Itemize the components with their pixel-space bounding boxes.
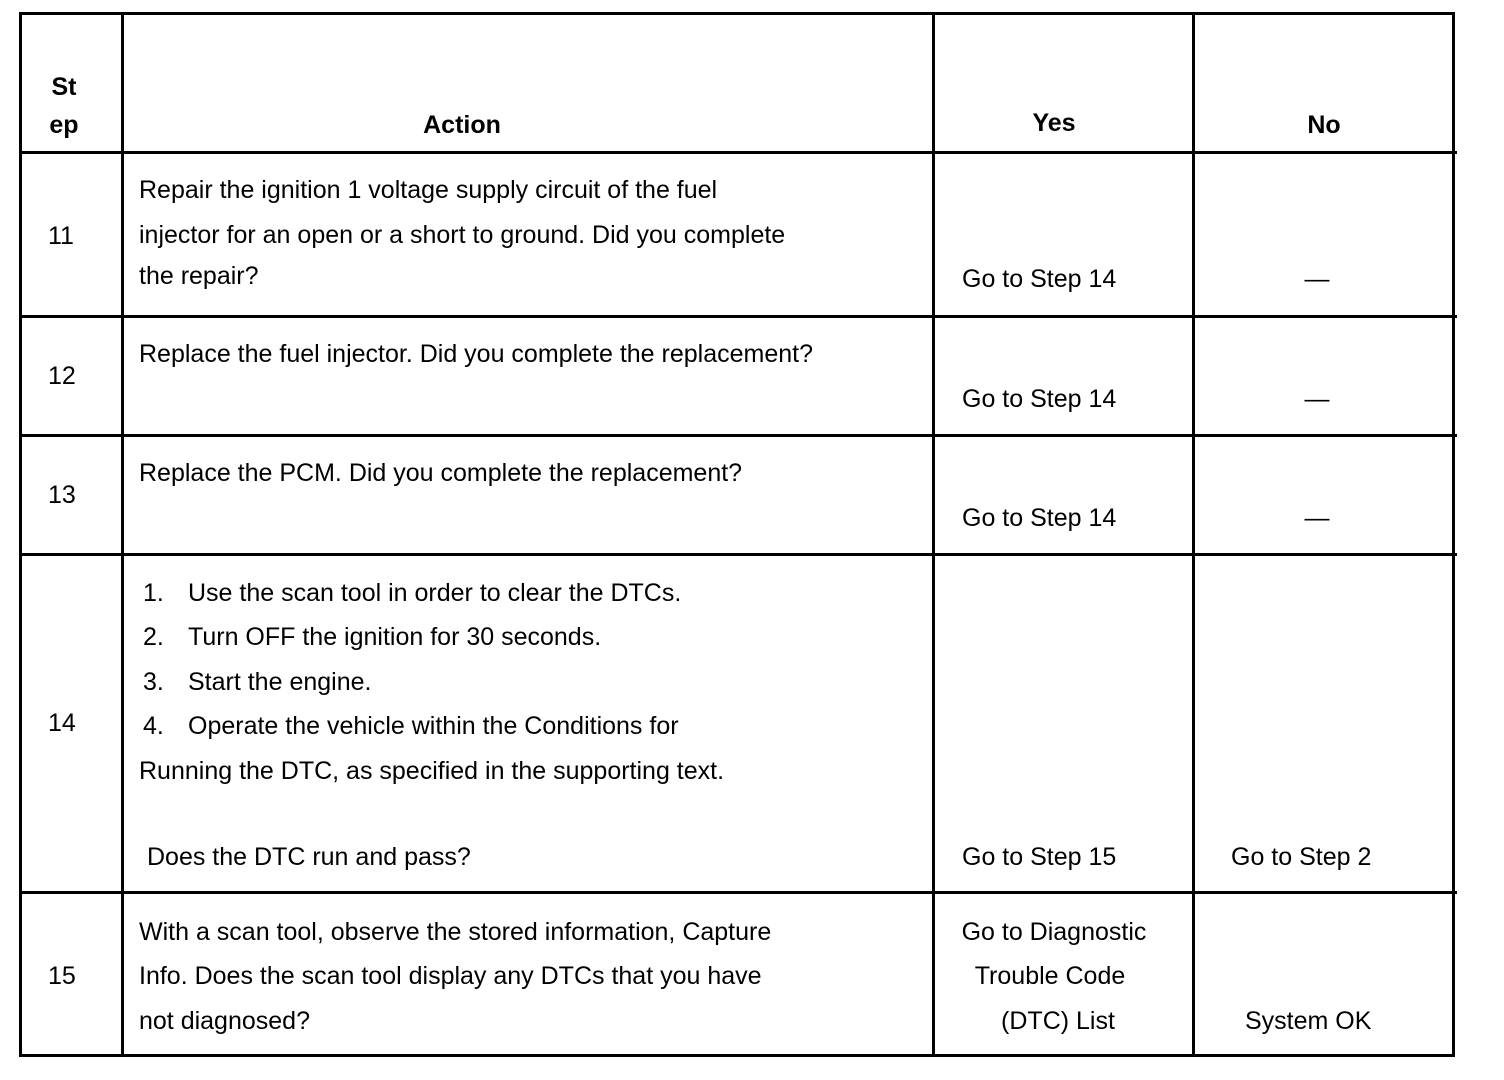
yes-result: Go to Step 15 [962, 843, 1117, 871]
header-action: Action [423, 111, 501, 139]
step-number: 11 [48, 222, 74, 250]
header-no: No [1307, 111, 1341, 139]
yes-result: Trouble Code [974, 962, 1126, 990]
no-result: Go to Step 2 [1231, 843, 1372, 871]
diagnostic-table [19, 12, 1455, 1057]
list-item: Operate the vehicle within the Conditions for [188, 712, 679, 740]
step-number: 13 [48, 481, 76, 509]
header-yes: Yes [1032, 109, 1076, 137]
action-text: Repair the ignition 1 voltage supply circuit of the fuel [139, 176, 718, 204]
header-step: St ep [49, 73, 79, 139]
list-number: 3. [143, 668, 164, 696]
action-text: not diagnosed? [139, 1007, 310, 1035]
yes-result: (DTC) List [1001, 1007, 1115, 1035]
yes-result: Go to Step 14 [962, 385, 1117, 413]
step-number: 12 [48, 362, 76, 390]
row-divider [19, 434, 1457, 437]
list-number: 2. [143, 623, 164, 651]
action-text: Info. Does the scan tool display any DTCs that you have [139, 962, 762, 990]
no-result: System OK [1245, 1007, 1372, 1035]
row-divider [19, 891, 1457, 894]
action-text: Replace the fuel injector. Did you complete the replacement? [139, 340, 813, 368]
yes-result: Go to Step 14 [962, 504, 1117, 532]
no-result: — [1304, 385, 1330, 413]
yes-result: Go to Diagnostic [961, 918, 1147, 946]
yes-result: Go to Step 14 [962, 265, 1117, 293]
no-result: — [1304, 504, 1330, 532]
step-number: 15 [48, 962, 76, 990]
row-divider [19, 151, 1457, 154]
column-divider [1192, 12, 1195, 1057]
action-text: the repair? [139, 262, 259, 290]
action-question: Does the DTC run and pass? [147, 843, 471, 871]
list-item: Use the scan tool in order to clear the DTCs. [188, 579, 682, 607]
row-divider [19, 553, 1457, 556]
list-item: Start the engine. [188, 668, 372, 696]
row-divider [19, 315, 1457, 318]
action-text: With a scan tool, observe the stored information, Capture [139, 918, 772, 946]
column-divider [932, 12, 935, 1057]
action-text: Running the DTC, as specified in the supporting text. [139, 757, 725, 785]
action-text: injector for an open or a short to ground. Did you complete [139, 221, 786, 249]
list-item: Turn OFF the ignition for 30 seconds. [188, 623, 602, 651]
list-number: 4. [143, 712, 164, 740]
column-divider [121, 12, 124, 1057]
action-text: Replace the PCM. Did you complete the replacement? [139, 459, 743, 487]
list-number: 1. [143, 579, 164, 607]
no-result: — [1304, 265, 1330, 293]
step-number: 14 [48, 709, 76, 737]
